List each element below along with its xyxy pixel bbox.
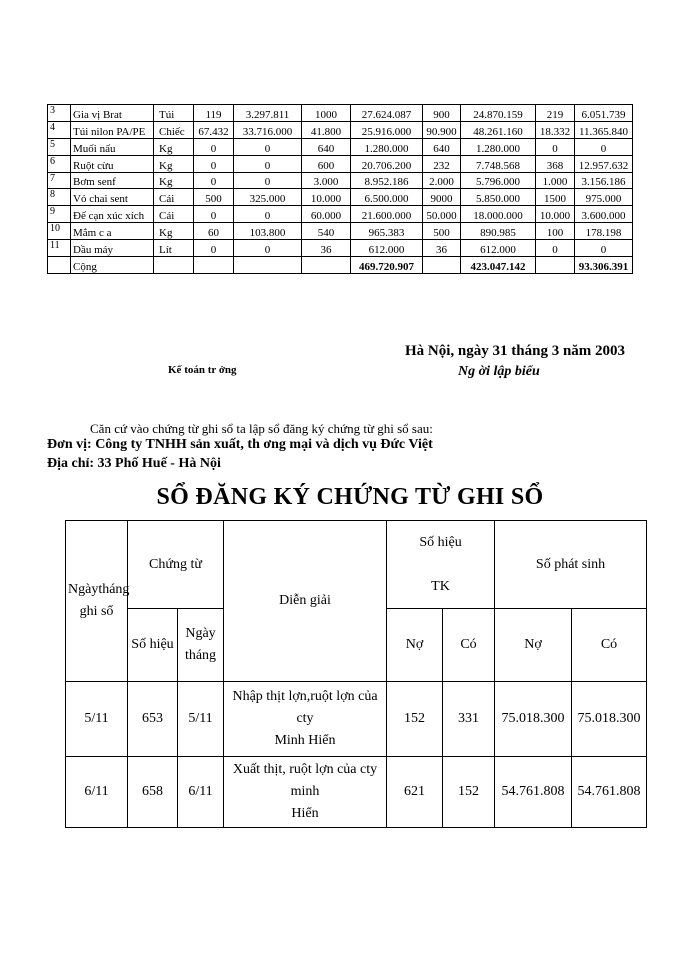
inventory-cell-c1: 0 bbox=[194, 155, 234, 172]
inventory-cell-c5: 2.000 bbox=[423, 172, 461, 189]
inventory-cell-c2: 33.716.000 bbox=[234, 121, 302, 138]
inventory-cell-no: 9 bbox=[48, 206, 71, 223]
inventory-cell-name: Gia vị Brat bbox=[71, 105, 154, 122]
inventory-table bbox=[47, 104, 633, 274]
empty-cell bbox=[423, 257, 461, 274]
inventory-cell-c8: 0 bbox=[575, 240, 633, 257]
inventory-cell-c8: 6.051.739 bbox=[575, 105, 633, 122]
inventory-cell-name: Túi nilon PA/PE bbox=[71, 121, 154, 138]
preparer-label: Ng ời lập biểu bbox=[458, 364, 540, 379]
inventory-cell-c7: 0 bbox=[536, 240, 575, 257]
header-amount-credit: Có bbox=[572, 609, 647, 682]
inventory-cell-no: 7 bbox=[48, 172, 71, 189]
inventory-cell-c2: 103.800 bbox=[234, 223, 302, 240]
inventory-cell-c1: 0 bbox=[194, 206, 234, 223]
inventory-cell-c1: 0 bbox=[194, 240, 234, 257]
inventory-cell-no: 8 bbox=[48, 189, 71, 206]
inventory-cell-c1: 0 bbox=[194, 138, 234, 155]
register-voucher-no: 658 bbox=[128, 757, 178, 828]
register-amount-credit: 75.018.300 bbox=[572, 682, 647, 757]
inventory-cell-c8: 0 bbox=[575, 138, 633, 155]
inventory-cell-name: Đế cạn xúc xích bbox=[71, 206, 154, 223]
register-amount-credit: 54.761.808 bbox=[572, 757, 647, 828]
header-date: Ngàytháng ghi sổ bbox=[66, 521, 128, 682]
inventory-cell-unit: Cái bbox=[154, 206, 194, 223]
inventory-cell-unit: Lít bbox=[154, 240, 194, 257]
empty-cell bbox=[302, 257, 351, 274]
inventory-cell-c8: 975.000 bbox=[575, 189, 633, 206]
inventory-cell-c1: 500 bbox=[194, 189, 234, 206]
inventory-cell-c1: 0 bbox=[194, 172, 234, 189]
inventory-cell-c5: 50.000 bbox=[423, 206, 461, 223]
inventory-cell-unit: Kg bbox=[154, 155, 194, 172]
inventory-cell-c8: 3.600.000 bbox=[575, 206, 633, 223]
inventory-row bbox=[48, 189, 633, 206]
header-voucher-date: Ngày tháng bbox=[178, 609, 224, 682]
header-description: Diễn giải bbox=[224, 521, 387, 682]
inventory-cell-c7: 100 bbox=[536, 223, 575, 240]
register-date: 5/11 bbox=[66, 682, 128, 757]
inventory-cell-c7: 0 bbox=[536, 138, 575, 155]
register-voucher-date: 5/11 bbox=[178, 682, 224, 757]
inventory-cell-c4: 1.280.000 bbox=[351, 138, 423, 155]
inventory-cell-c3: 60.000 bbox=[302, 206, 351, 223]
register-debit-account: 152 bbox=[387, 682, 443, 757]
inventory-cell-c8: 11.365.840 bbox=[575, 121, 633, 138]
header-credit-account: Có bbox=[443, 609, 495, 682]
inventory-cell-c3: 1000 bbox=[302, 105, 351, 122]
inventory-cell-name: Bơm senf bbox=[71, 172, 154, 189]
inventory-cell-c5: 9000 bbox=[423, 189, 461, 206]
empty-cell bbox=[154, 257, 194, 274]
inventory-cell-c2: 0 bbox=[234, 240, 302, 257]
empty-cell bbox=[194, 257, 234, 274]
register-voucher-no: 653 bbox=[128, 682, 178, 757]
inventory-cell-c8: 3.156.186 bbox=[575, 172, 633, 189]
register-amount-debit: 54.761.808 bbox=[495, 757, 572, 828]
inventory-cell-c4: 25.916.000 bbox=[351, 121, 423, 138]
inventory-cell-c8: 12.957.632 bbox=[575, 155, 633, 172]
empty-cell bbox=[48, 257, 71, 274]
inventory-row bbox=[48, 121, 633, 138]
inventory-cell-c3: 640 bbox=[302, 138, 351, 155]
inventory-cell-c6: 890.985 bbox=[461, 223, 536, 240]
inventory-cell-name: Mắm c a bbox=[71, 223, 154, 240]
inventory-cell-c3: 36 bbox=[302, 240, 351, 257]
register-title: SỔ ĐĂNG KÝ CHỨNG TỪ GHI SỔ bbox=[156, 484, 544, 510]
inventory-cell-c5: 500 bbox=[423, 223, 461, 240]
header-amount: Số phát sinh bbox=[495, 521, 647, 609]
register-credit-account: 152 bbox=[443, 757, 495, 828]
inventory-row bbox=[48, 138, 633, 155]
inventory-row bbox=[48, 172, 633, 189]
inventory-cell-no: 3 bbox=[48, 105, 71, 122]
empty-cell bbox=[536, 257, 575, 274]
inventory-total-cell: 423.047.142 bbox=[461, 257, 536, 274]
inventory-cell-c4: 20.706.200 bbox=[351, 155, 423, 172]
header-account: Số hiệu TK bbox=[387, 521, 495, 609]
inventory-cell-name: Vỏ chai sent bbox=[71, 189, 154, 206]
inventory-cell-c5: 36 bbox=[423, 240, 461, 257]
company-unit-line: Đơn vị: Công ty TNHH sản xuất, th ơng mại và dịch vụ Đức Việt bbox=[47, 437, 433, 452]
inventory-cell-c2: 0 bbox=[234, 172, 302, 189]
inventory-cell-c1: 67.432 bbox=[194, 121, 234, 138]
header-voucher: Chứng từ bbox=[128, 521, 224, 609]
inventory-cell-c6: 1.280.000 bbox=[461, 138, 536, 155]
inventory-cell-unit: Kg bbox=[154, 172, 194, 189]
inventory-cell-no: 4 bbox=[48, 121, 71, 138]
inventory-cell-c6: 18.000.000 bbox=[461, 206, 536, 223]
inventory-cell-c7: 1.000 bbox=[536, 172, 575, 189]
inventory-cell-unit: Kg bbox=[154, 138, 194, 155]
inventory-cell-c3: 10.000 bbox=[302, 189, 351, 206]
empty-cell bbox=[234, 257, 302, 274]
inventory-cell-c7: 368 bbox=[536, 155, 575, 172]
inventory-cell-c5: 90.900 bbox=[423, 121, 461, 138]
register-amount-debit: 75.018.300 bbox=[495, 682, 572, 757]
inventory-total-cell: 93.306.391 bbox=[575, 257, 633, 274]
inventory-row bbox=[48, 223, 633, 240]
inventory-cell-c7: 10.000 bbox=[536, 206, 575, 223]
inventory-cell-c2: 0 bbox=[234, 206, 302, 223]
register-voucher-date: 6/11 bbox=[178, 757, 224, 828]
inventory-cell-c5: 640 bbox=[423, 138, 461, 155]
report-date: Hà Nội, ngày 31 tháng 3 năm 2003 bbox=[405, 343, 626, 359]
inventory-cell-name: Dầu máy bbox=[71, 240, 154, 257]
inventory-total-row bbox=[48, 257, 633, 274]
header-voucher-no: Số hiệu bbox=[128, 609, 178, 682]
inventory-cell-name: Muối nấu bbox=[71, 138, 154, 155]
inventory-cell-c3: 540 bbox=[302, 223, 351, 240]
inventory-cell-c6: 612.000 bbox=[461, 240, 536, 257]
inventory-cell-no: 11 bbox=[48, 240, 71, 257]
inventory-cell-name: Ruột cừu bbox=[71, 155, 154, 172]
inventory-cell-c5: 900 bbox=[423, 105, 461, 122]
inventory-cell-unit: Kg bbox=[154, 223, 194, 240]
inventory-cell-c4: 21.600.000 bbox=[351, 206, 423, 223]
inventory-total-cell: 469.720.907 bbox=[351, 257, 423, 274]
inventory-cell-c5: 232 bbox=[423, 155, 461, 172]
inventory-cell-c8: 178.198 bbox=[575, 223, 633, 240]
inventory-cell-c2: 0 bbox=[234, 138, 302, 155]
register-table bbox=[65, 520, 647, 828]
register-debit-account: 621 bbox=[387, 757, 443, 828]
inventory-row bbox=[48, 155, 633, 172]
inventory-cell-c4: 965.383 bbox=[351, 223, 423, 240]
inventory-cell-c4: 8.952.186 bbox=[351, 172, 423, 189]
inventory-row bbox=[48, 105, 633, 122]
register-description: Xuất thịt, ruột lợn của cty minh Hiển bbox=[224, 757, 387, 828]
inventory-cell-c2: 325.000 bbox=[234, 189, 302, 206]
inventory-cell-c1: 119 bbox=[194, 105, 234, 122]
register-row bbox=[66, 682, 647, 757]
header-amount-debit: Nợ bbox=[495, 609, 572, 682]
inventory-cell-no: 10 bbox=[48, 223, 71, 240]
inventory-cell-c6: 5.850.000 bbox=[461, 189, 536, 206]
company-address-line: Địa chỉ: 33 Phố Huế - Hà Nội bbox=[47, 456, 221, 471]
inventory-row bbox=[48, 240, 633, 257]
inventory-cell-no: 5 bbox=[48, 138, 71, 155]
inventory-cell-c4: 6.500.000 bbox=[351, 189, 423, 206]
header-debit-account: Nợ bbox=[387, 609, 443, 682]
inventory-cell-c2: 3.297.811 bbox=[234, 105, 302, 122]
inventory-cell-c3: 41.800 bbox=[302, 121, 351, 138]
register-description: Nhập thịt lợn,ruột lợn của cty Minh Hiển bbox=[224, 682, 387, 757]
inventory-cell-c4: 27.624.087 bbox=[351, 105, 423, 122]
intro-text: Căn cứ vào chứng từ ghi sổ ta lập sổ đăng ký chứng từ ghi sổ sau: bbox=[90, 421, 433, 436]
inventory-cell-c3: 600 bbox=[302, 155, 351, 172]
chief-accountant-label: Kế toán tr ởng bbox=[168, 364, 237, 376]
register-date: 6/11 bbox=[66, 757, 128, 828]
inventory-cell-c6: 5.796.000 bbox=[461, 172, 536, 189]
inventory-cell-c3: 3.000 bbox=[302, 172, 351, 189]
inventory-cell-unit: Túi bbox=[154, 105, 194, 122]
register-row bbox=[66, 757, 647, 828]
inventory-cell-c4: 612.000 bbox=[351, 240, 423, 257]
inventory-cell-c7: 18.332 bbox=[536, 121, 575, 138]
inventory-cell-c6: 48.261.160 bbox=[461, 121, 536, 138]
inventory-cell-unit: Cái bbox=[154, 189, 194, 206]
inventory-cell-c6: 24.870.159 bbox=[461, 105, 536, 122]
inventory-cell-c6: 7.748.568 bbox=[461, 155, 536, 172]
inventory-cell-c2: 0 bbox=[234, 155, 302, 172]
inventory-row bbox=[48, 206, 633, 223]
inventory-cell-c1: 60 bbox=[194, 223, 234, 240]
inventory-total-cell: Cộng bbox=[71, 257, 154, 274]
register-credit-account: 331 bbox=[443, 682, 495, 757]
inventory-cell-c7: 1500 bbox=[536, 189, 575, 206]
inventory-cell-unit: Chiếc bbox=[154, 121, 194, 138]
inventory-cell-no: 6 bbox=[48, 155, 71, 172]
inventory-cell-c7: 219 bbox=[536, 105, 575, 122]
